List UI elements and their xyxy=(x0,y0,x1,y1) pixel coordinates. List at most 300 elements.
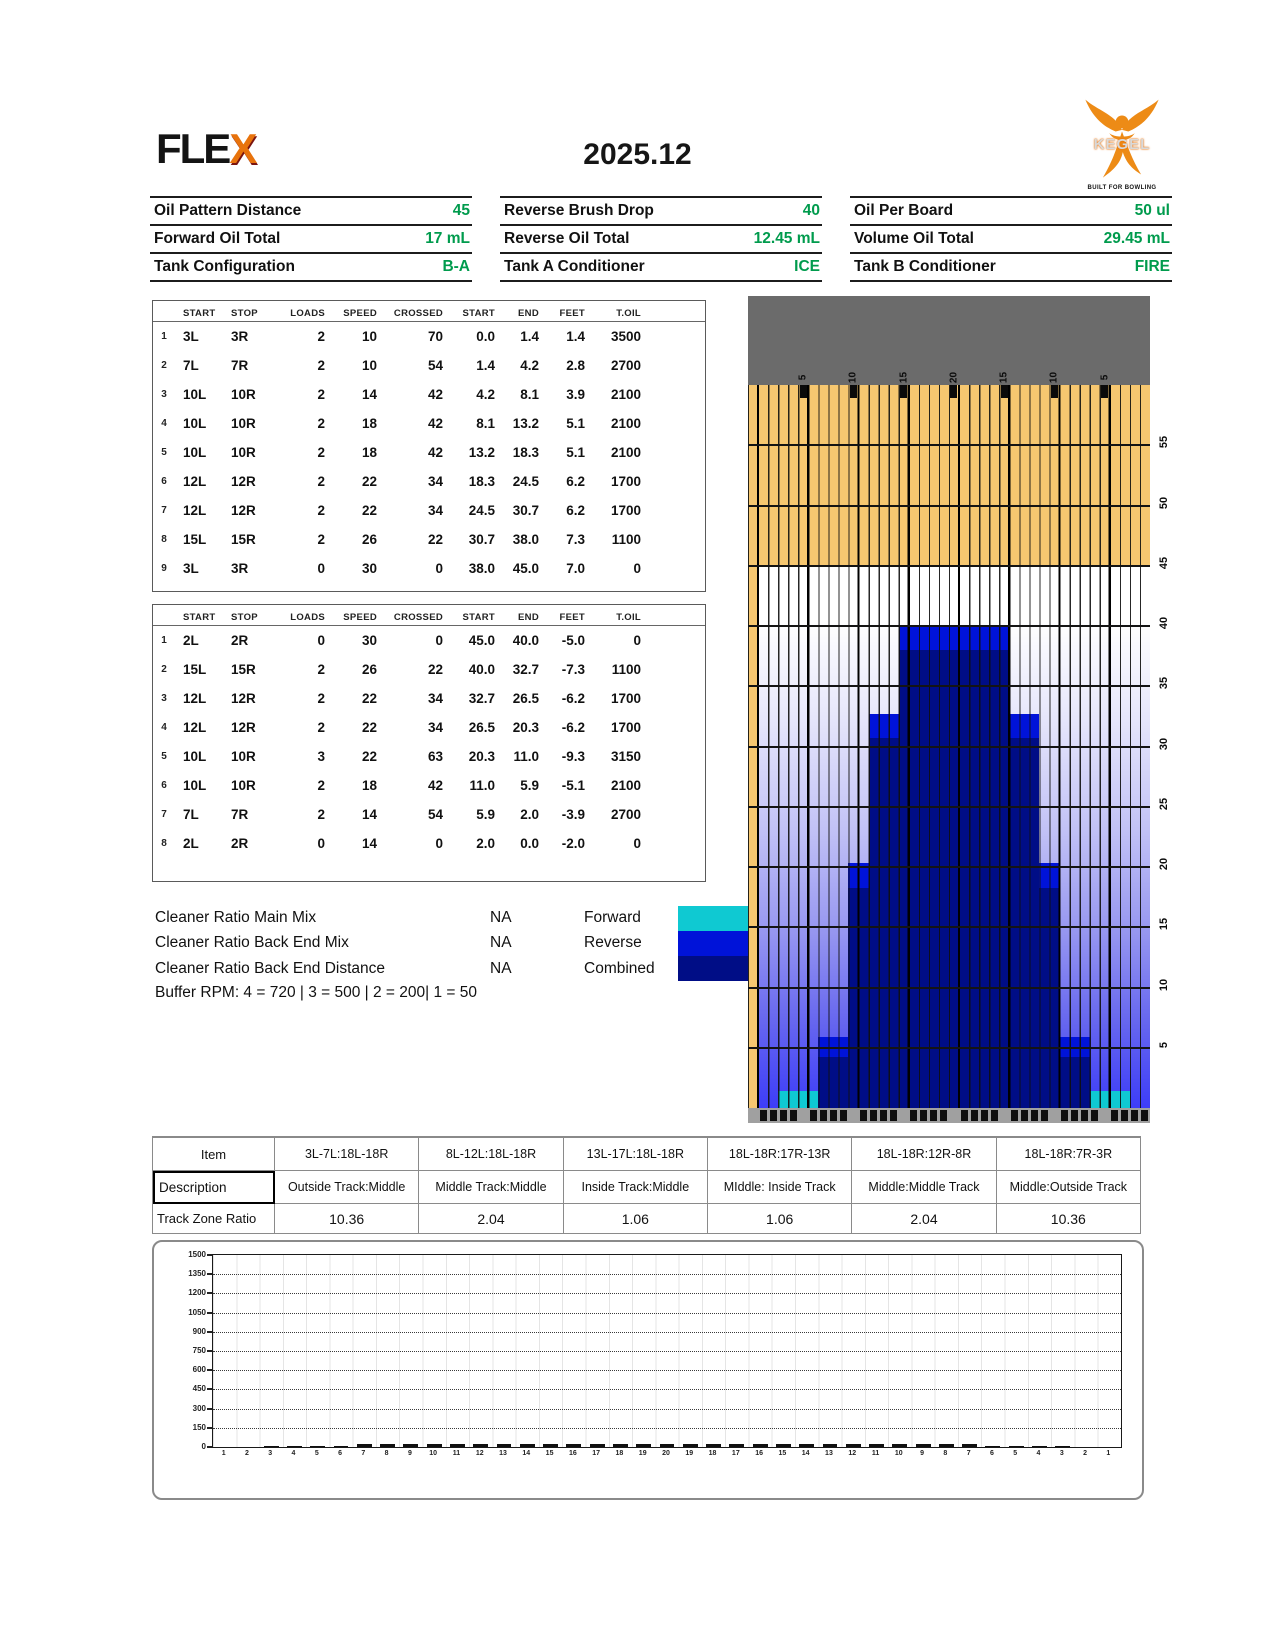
stacked-bar-board-8 xyxy=(380,1444,395,1447)
info-value: 40 xyxy=(802,202,820,219)
table-cell: -9.3 xyxy=(561,749,585,764)
table-cell: 0 xyxy=(435,836,443,851)
foot-tick xyxy=(1041,1110,1048,1121)
stacked-bar-board-13 xyxy=(823,1444,838,1447)
forward-segment xyxy=(264,1446,279,1447)
info-pair xyxy=(150,224,472,252)
table-cell: 1100 xyxy=(611,662,641,677)
table-cell: 18 xyxy=(361,416,377,431)
zone-description-cell: Middle:Middle Track xyxy=(852,1171,996,1204)
table-cell: 3R xyxy=(231,329,249,344)
table-cell: 1.4 xyxy=(566,329,585,344)
forward-segment xyxy=(310,1446,325,1447)
table-cell: 2 xyxy=(317,358,325,373)
table-cell: 1.4 xyxy=(476,358,495,373)
column-header: T.OIL xyxy=(616,308,641,319)
pin-deck xyxy=(748,296,1150,385)
column-header: LOADS xyxy=(290,612,325,623)
row-number: 2 xyxy=(161,664,167,675)
table-cell: 7R xyxy=(231,358,249,373)
foot-tick xyxy=(910,1110,917,1121)
zone-ratio-cell: 1.06 xyxy=(708,1204,852,1234)
foot-tick xyxy=(1031,1110,1038,1121)
table-cell: -6.2 xyxy=(561,691,585,706)
x-tick-label: 6 xyxy=(338,1450,342,1457)
x-tick-label: 5 xyxy=(1013,1450,1018,1457)
stacked-bar-board-10 xyxy=(892,1444,907,1447)
zone-ratio-cell: 2.04 xyxy=(419,1204,563,1234)
table-cell: 7R xyxy=(231,807,249,822)
table-cell: 20.3 xyxy=(468,749,495,764)
table-cell: 18 xyxy=(361,445,377,460)
table-cell: 0 xyxy=(633,633,641,648)
table-cell: 34 xyxy=(427,720,443,735)
table-cell: 2 xyxy=(317,329,325,344)
x-tick-label: 5 xyxy=(314,1450,319,1457)
flex-logo-text: FLE xyxy=(156,125,230,172)
table-cell: 54 xyxy=(427,358,443,373)
zone-ratio-cell: 2.04 xyxy=(852,1204,996,1234)
table-row xyxy=(153,829,705,858)
stacked-bar-board-8 xyxy=(939,1444,954,1447)
table-cell: 10R xyxy=(231,445,256,460)
info-value: ICE xyxy=(794,258,820,275)
x-tick-label: 1 xyxy=(221,1450,226,1457)
table-cell: 1700 xyxy=(610,720,641,735)
foot-tick xyxy=(770,1110,777,1121)
info-bottom-rule xyxy=(150,280,472,282)
table-cell: 0.0 xyxy=(520,836,539,851)
zone-ratio-cell: 10.36 xyxy=(275,1204,419,1234)
x-tick-label: 9 xyxy=(920,1450,925,1457)
stacked-bar-board-20 xyxy=(660,1444,675,1447)
table-cell: 2 xyxy=(317,720,325,735)
x-tick-label: 18 xyxy=(615,1450,624,1457)
foot-tick xyxy=(1111,1110,1118,1121)
forward-segment xyxy=(473,1446,488,1447)
info-value: B-A xyxy=(442,258,470,275)
table-cell: 3500 xyxy=(610,329,641,344)
x-tick-label: 6 xyxy=(989,1450,994,1457)
table-cell: 0 xyxy=(633,561,641,576)
column-header: END xyxy=(518,308,539,319)
forward-segment xyxy=(543,1446,558,1447)
forward-segment xyxy=(799,1446,814,1447)
row-number: 8 xyxy=(161,838,167,849)
x-tick-label: 1 xyxy=(1106,1450,1111,1457)
table-cell: 32.7 xyxy=(512,662,539,677)
y-tick-label: 1500 xyxy=(188,1250,206,1259)
row-number: 4 xyxy=(161,722,167,733)
info-label: Tank B Conditioner xyxy=(854,258,996,275)
foot-tick xyxy=(981,1110,988,1121)
table-cell: 11.0 xyxy=(469,778,495,793)
column-header: START xyxy=(183,612,216,623)
board-number-label: 15 xyxy=(998,371,1010,384)
stacked-bar-board-18 xyxy=(613,1444,628,1447)
table-cell: 3L xyxy=(183,561,199,576)
row-number: 3 xyxy=(161,693,167,704)
table-cell: 10R xyxy=(231,749,256,764)
x-tick-label: 20 xyxy=(662,1450,670,1457)
table-cell: 12L xyxy=(183,474,207,489)
cleaner-label: Cleaner Ratio Back End Mix xyxy=(155,934,349,952)
table-cell: 2 xyxy=(317,662,325,677)
flex-logo-x: X xyxy=(229,125,256,172)
x-tick-label: 11 xyxy=(871,1450,880,1457)
table-cell: -2.0 xyxy=(561,836,585,851)
info-label: Tank Configuration xyxy=(154,258,295,275)
table-cell: 2.0 xyxy=(520,807,539,822)
reverse-table-body xyxy=(153,626,705,858)
board-marker xyxy=(800,385,807,398)
foot-tick xyxy=(1061,1110,1068,1121)
info-label: Oil Pattern Distance xyxy=(154,202,302,219)
forward-segment xyxy=(846,1446,861,1447)
table-cell: 18.3 xyxy=(468,474,495,489)
stacked-bar-board-15 xyxy=(776,1444,791,1447)
table-cell: 5.1 xyxy=(566,416,585,431)
x-tick-label: 14 xyxy=(522,1450,531,1457)
table-cell: 10L xyxy=(183,749,207,764)
table-cell: -6.2 xyxy=(561,720,585,735)
forward-segment xyxy=(357,1446,372,1447)
gridline-30ft xyxy=(748,746,1150,748)
combined-oil-region xyxy=(818,1057,1089,1108)
table-cell: 34 xyxy=(427,503,443,518)
forward-segment xyxy=(939,1446,954,1447)
zone-ratio-cell: 1.06 xyxy=(564,1204,708,1234)
track-zone-table xyxy=(152,1136,1141,1234)
column-header: END xyxy=(518,612,539,623)
table-cell: 5.9 xyxy=(476,807,495,822)
board-marker xyxy=(850,385,857,398)
stacked-bar-board-19 xyxy=(683,1444,698,1447)
table-cell: 26 xyxy=(361,532,377,547)
info-pair xyxy=(150,252,472,280)
table-cell: 30 xyxy=(361,561,377,576)
x-tick-label: 19 xyxy=(685,1450,694,1457)
table-cell: 1700 xyxy=(610,691,641,706)
table-cell: 7.3 xyxy=(566,532,585,547)
cleaner-label: Cleaner Ratio Main Mix xyxy=(155,908,317,926)
table-cell: 2 xyxy=(317,691,325,706)
stacked-bar-board-4 xyxy=(1032,1446,1047,1447)
table-cell: 22 xyxy=(427,662,443,677)
y-tick-mark xyxy=(207,1388,212,1390)
table-cell: 26.5 xyxy=(512,691,539,706)
table-row xyxy=(153,771,705,800)
y-tick-mark xyxy=(207,1350,212,1352)
foot-tick xyxy=(930,1110,937,1121)
stacked-bar-board-18 xyxy=(706,1444,721,1447)
table-cell: 12R xyxy=(231,503,256,518)
zone-column-header: 18L-18R:7R-3R xyxy=(997,1138,1141,1171)
stacked-bar-board-10 xyxy=(427,1444,442,1447)
table-cell: 15L xyxy=(183,662,207,677)
table-cell: 2100 xyxy=(610,445,641,460)
distance-label-15ft: 15 xyxy=(1158,918,1170,931)
table-cell: 11.0 xyxy=(513,749,539,764)
table-cell: 2 xyxy=(317,445,325,460)
table-cell: 1700 xyxy=(610,474,641,489)
forward-segment xyxy=(590,1446,605,1447)
foot-tick xyxy=(991,1110,998,1121)
table-cell: 24.5 xyxy=(468,503,495,518)
cleaner-row xyxy=(155,905,755,931)
y-gridline-900 xyxy=(213,1332,1121,1333)
lane-pattern-graphic xyxy=(748,296,1170,1123)
column-header: START xyxy=(462,308,495,319)
table-cell: 0 xyxy=(435,561,443,576)
table-cell: 4.2 xyxy=(476,387,495,402)
y-tick-label: 600 xyxy=(192,1365,206,1375)
stacked-bar-board-12 xyxy=(473,1444,488,1447)
distance-label-50ft: 50 xyxy=(1158,496,1170,509)
board-marker xyxy=(900,385,907,398)
table-row xyxy=(153,626,705,655)
forward-segment xyxy=(520,1446,535,1447)
reverse-program-table xyxy=(152,604,706,882)
foot-tick xyxy=(840,1110,847,1121)
y-gridline-750 xyxy=(213,1351,1121,1352)
stacked-bar-board-14 xyxy=(799,1444,814,1447)
board-number-label: 10 xyxy=(1048,371,1060,384)
stacked-bar-board-6 xyxy=(334,1446,349,1447)
cleaner-value: NA xyxy=(490,959,512,977)
info-value: 17 mL xyxy=(425,230,470,247)
table-cell: 26.5 xyxy=(468,720,495,735)
y-tick-mark xyxy=(207,1446,212,1448)
table-cell: 2100 xyxy=(610,387,641,402)
table-row xyxy=(153,554,705,583)
forward-segment xyxy=(776,1446,791,1447)
chart-x-axis-labels xyxy=(212,1450,1120,1457)
table-cell: 14 xyxy=(361,387,377,402)
row-number: 6 xyxy=(161,476,167,487)
row-number: 4 xyxy=(161,418,167,429)
x-tick-label: 2 xyxy=(1083,1450,1087,1457)
zone-description-cell: MIddle: Inside Track xyxy=(708,1171,852,1204)
table-cell: 42 xyxy=(427,416,443,431)
y-gridline-1200 xyxy=(213,1293,1121,1294)
reverse-table-header xyxy=(153,605,705,626)
table-cell: 2 xyxy=(317,416,325,431)
forward-segment xyxy=(1009,1446,1024,1447)
table-cell: 22 xyxy=(361,691,377,706)
column-header: LOADS xyxy=(290,308,325,319)
table-cell: 22 xyxy=(361,720,377,735)
y-tick-label: 900 xyxy=(192,1326,206,1336)
table-cell: 5.9 xyxy=(520,778,539,793)
x-tick-label: 18 xyxy=(708,1450,717,1457)
y-tick-label: 0 xyxy=(201,1442,206,1451)
forward-segment xyxy=(823,1446,838,1447)
table-cell: 2100 xyxy=(610,416,641,431)
board-marker xyxy=(1101,385,1108,398)
table-cell: 24.5 xyxy=(512,474,539,489)
column-header: STOP xyxy=(231,308,258,319)
info-label: Reverse Brush Drop xyxy=(504,202,654,219)
combined-oil-region xyxy=(899,650,1010,738)
column-header: CROSSED xyxy=(393,308,443,319)
forward-segment xyxy=(613,1446,628,1447)
forward-segment xyxy=(706,1446,721,1447)
chart-plot-area xyxy=(188,1250,1122,1451)
table-cell: 10 xyxy=(361,358,377,373)
table-cell: 45.0 xyxy=(468,633,495,648)
row-number: 1 xyxy=(161,331,167,342)
forward-segment xyxy=(660,1446,675,1447)
info-pair xyxy=(850,196,1172,224)
zone-column-header: 3L-7L:18L-18R xyxy=(275,1138,419,1171)
table-cell: 34 xyxy=(427,691,443,706)
forward-segment xyxy=(962,1446,977,1447)
legend-swatch-forward xyxy=(678,906,750,931)
gridline-20ft xyxy=(748,866,1150,868)
distance-label-20ft: 20 xyxy=(1158,857,1170,871)
stacked-bar-board-13 xyxy=(497,1444,512,1447)
y-tick-label: 300 xyxy=(192,1403,206,1413)
table-row xyxy=(153,438,705,467)
zone-column-header: 8L-12L:18L-18R xyxy=(419,1138,563,1171)
table-row xyxy=(153,496,705,525)
table-cell: 0 xyxy=(317,561,325,576)
x-tick-label: 15 xyxy=(778,1450,787,1457)
table-cell: 40.0 xyxy=(468,662,495,677)
forward-segment xyxy=(916,1446,931,1447)
table-cell: 10L xyxy=(183,778,207,793)
table-cell: 30.7 xyxy=(512,503,539,518)
forward-segment xyxy=(334,1446,349,1447)
table-cell: 14 xyxy=(361,807,377,822)
table-cell: 15L xyxy=(183,532,207,547)
stacked-bar-board-3 xyxy=(264,1446,279,1447)
row-number: 6 xyxy=(161,780,167,791)
table-cell: -7.3 xyxy=(561,662,585,677)
table-row xyxy=(153,800,705,829)
y-tick-label: 1050 xyxy=(188,1307,206,1317)
distance-label-55ft: 55 xyxy=(1158,436,1170,449)
row-number: 3 xyxy=(161,389,167,400)
info-label: Tank A Conditioner xyxy=(504,258,645,275)
row-number: 9 xyxy=(161,563,167,574)
gridline-50ft xyxy=(748,505,1150,507)
column-header: SPEED xyxy=(343,308,377,319)
x-tick-label: 12 xyxy=(475,1450,484,1457)
gridline-15ft xyxy=(748,926,1150,928)
table-row xyxy=(153,380,705,409)
zone-description-cell: Middle Track:Middle xyxy=(419,1171,563,1204)
info-value: 12.45 mL xyxy=(753,230,820,247)
forward-segment xyxy=(380,1446,395,1447)
table-row xyxy=(153,322,705,351)
x-tick-label: 4 xyxy=(1036,1450,1041,1457)
table-cell: 3R xyxy=(231,561,249,576)
table-cell: 4.2 xyxy=(520,358,539,373)
forward-segment xyxy=(683,1446,698,1447)
table-cell: 18 xyxy=(361,778,377,793)
table-cell: -3.9 xyxy=(561,807,585,822)
y-gridline-1350 xyxy=(213,1274,1121,1275)
foot-tick xyxy=(1071,1110,1078,1121)
x-tick-label: 10 xyxy=(429,1450,438,1457)
stacked-bar-board-9 xyxy=(916,1444,931,1447)
x-tick-label: 7 xyxy=(966,1450,971,1457)
table-cell: 6.2 xyxy=(566,503,585,518)
table-cell: 22 xyxy=(361,749,377,764)
table-row xyxy=(153,525,705,554)
x-tick-label: 13 xyxy=(499,1450,507,1457)
table-cell: 12R xyxy=(231,720,256,735)
table-cell: 0 xyxy=(317,633,325,648)
y-gridline-300 xyxy=(213,1409,1121,1410)
board-number-label: 5 xyxy=(1099,374,1111,381)
x-tick-label: 12 xyxy=(848,1450,857,1457)
info-bottom-rule xyxy=(850,280,1172,282)
stacked-bar-board-15 xyxy=(543,1444,558,1447)
gridline-55ft xyxy=(748,444,1150,446)
foot-tick xyxy=(940,1110,947,1121)
table-cell: 2L xyxy=(183,633,199,648)
table-cell: 3150 xyxy=(610,749,641,764)
forward-segment xyxy=(403,1446,418,1447)
y-tick-mark xyxy=(207,1273,212,1275)
cleaner-ratio-block xyxy=(155,905,755,982)
forward-segment xyxy=(566,1446,581,1447)
table-cell: 42 xyxy=(427,387,443,402)
table-cell: 10L xyxy=(183,445,207,460)
zone-item-header: Item xyxy=(153,1138,275,1171)
zone-column-header: 13L-17L:18L-18R xyxy=(564,1138,708,1171)
forward-oil-region xyxy=(1090,1091,1130,1108)
table-cell: 12R xyxy=(231,691,256,706)
page-title: 2025.12 xyxy=(583,138,692,171)
foot-tick xyxy=(780,1110,787,1121)
gridline-45ft xyxy=(748,565,1150,567)
foot-tick xyxy=(920,1110,927,1121)
gridline-35ft xyxy=(748,685,1150,687)
distance-label-25ft: 25 xyxy=(1158,797,1170,810)
y-tick-mark xyxy=(207,1408,212,1410)
x-tick-label: 11 xyxy=(452,1450,461,1457)
stacked-bar-board-6 xyxy=(985,1446,1000,1447)
table-cell: 2 xyxy=(317,387,325,402)
table-cell: 10R xyxy=(231,778,256,793)
table-cell: 0 xyxy=(435,633,443,648)
x-tick-label: 4 xyxy=(291,1450,296,1457)
y-tick-label: 750 xyxy=(192,1346,206,1355)
foot-tick xyxy=(961,1110,968,1121)
zone-description-cell: Inside Track:Middle xyxy=(564,1171,708,1204)
table-cell: 26 xyxy=(361,662,377,677)
table-cell: 54 xyxy=(427,807,443,822)
legend-swatch-combined xyxy=(678,956,750,981)
x-tick-label: 9 xyxy=(407,1450,412,1457)
table-cell: 15R xyxy=(231,532,256,547)
foot-tick xyxy=(1141,1110,1148,1121)
foot-tick xyxy=(1021,1110,1028,1121)
table-cell: 32.7 xyxy=(468,691,495,706)
foot-tick xyxy=(890,1110,897,1121)
forward-segment xyxy=(287,1446,302,1447)
column-header: START xyxy=(183,308,216,319)
table-cell: 13.2 xyxy=(468,445,495,460)
table-cell: 14 xyxy=(361,836,377,851)
gridline-5ft xyxy=(748,1047,1150,1049)
y-tick-mark xyxy=(207,1331,212,1333)
row-number: 5 xyxy=(161,447,167,458)
